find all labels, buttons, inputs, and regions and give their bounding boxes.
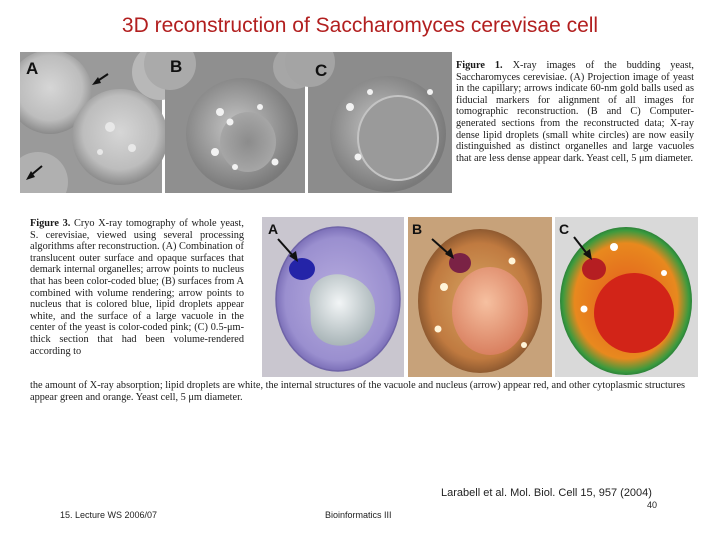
figure1-panel-c (285, 52, 452, 193)
figure1-caption-text: X-ray images of the budding yeast, Saccharomyces cerevisiae. (A) Projection image of yeast in the capillary; arrows indicate 60-nm gold balls used as fiducial markers for alignment of all images for tomographic reconstruction. (B and C) Computer-generated sections from the reconstructed data; X-ray dense lipid droplets (small white circles) are now easily distinguished as distinct organelles and large vacuoles that are less dense appear dark. Yeast cell, 5 μm diameter. (456, 60, 695, 164)
figure3-caption-bottom: the amount of X-ray absorption; lipid droplets are white, the internal structures of the vacuole and nucleus (arrow) appear red, and other cytoplasmic structures appear green and orange. Yeast cell, 5 μm diameter. (30, 380, 686, 403)
figure1-images (20, 52, 452, 193)
figure1-caption (456, 60, 694, 164)
figure3-caption-text-left: Cryo X-ray tomography of whole yeast, S. cerevisiae, viewed using several processing algorithms after reconstruction. (A) Combination of translucent outer surface and opaque surfaces that demark internal organelles; arrow points to nucleus that has been color-coded blue; (B) surfaces from A combined with volume rendering; arrow points to nucleus that is colored blue, lipid droplets appear white, and the surface of a large vacuole in the center of the yeast is color-coded pink; (C) 0.5-μm-thick section that had been volume-rendered according to (30, 218, 244, 357)
figure3-panel-a (262, 217, 404, 377)
figure3-caption-label: Figure 3. (30, 218, 71, 229)
figure3-images (262, 217, 698, 377)
page-number: 40 (647, 500, 658, 510)
footer-course: Bioinformatics III (325, 510, 392, 520)
figure3-label-c: C (559, 221, 570, 237)
figure3-panel-c (555, 217, 698, 377)
figure1-label-b: B (170, 57, 183, 76)
figure3-caption-left (30, 218, 244, 357)
footer-lecture: 15. Lecture WS 2006/07 (60, 510, 158, 520)
figure1-caption-label: Figure 1. (456, 60, 503, 71)
reference: Larabell et al. Mol. Biol. Cell 15, 957 (2004) (441, 487, 652, 499)
figure1-label-a: A (26, 59, 39, 78)
figure3-panel-b (408, 217, 552, 377)
slide-title: 3D reconstruction of Saccharomyces cerevisae cell (121, 14, 599, 37)
figure1-label-c: C (315, 61, 328, 80)
figure3-label-a: A (268, 221, 279, 237)
figure3-label-b: B (412, 221, 423, 237)
